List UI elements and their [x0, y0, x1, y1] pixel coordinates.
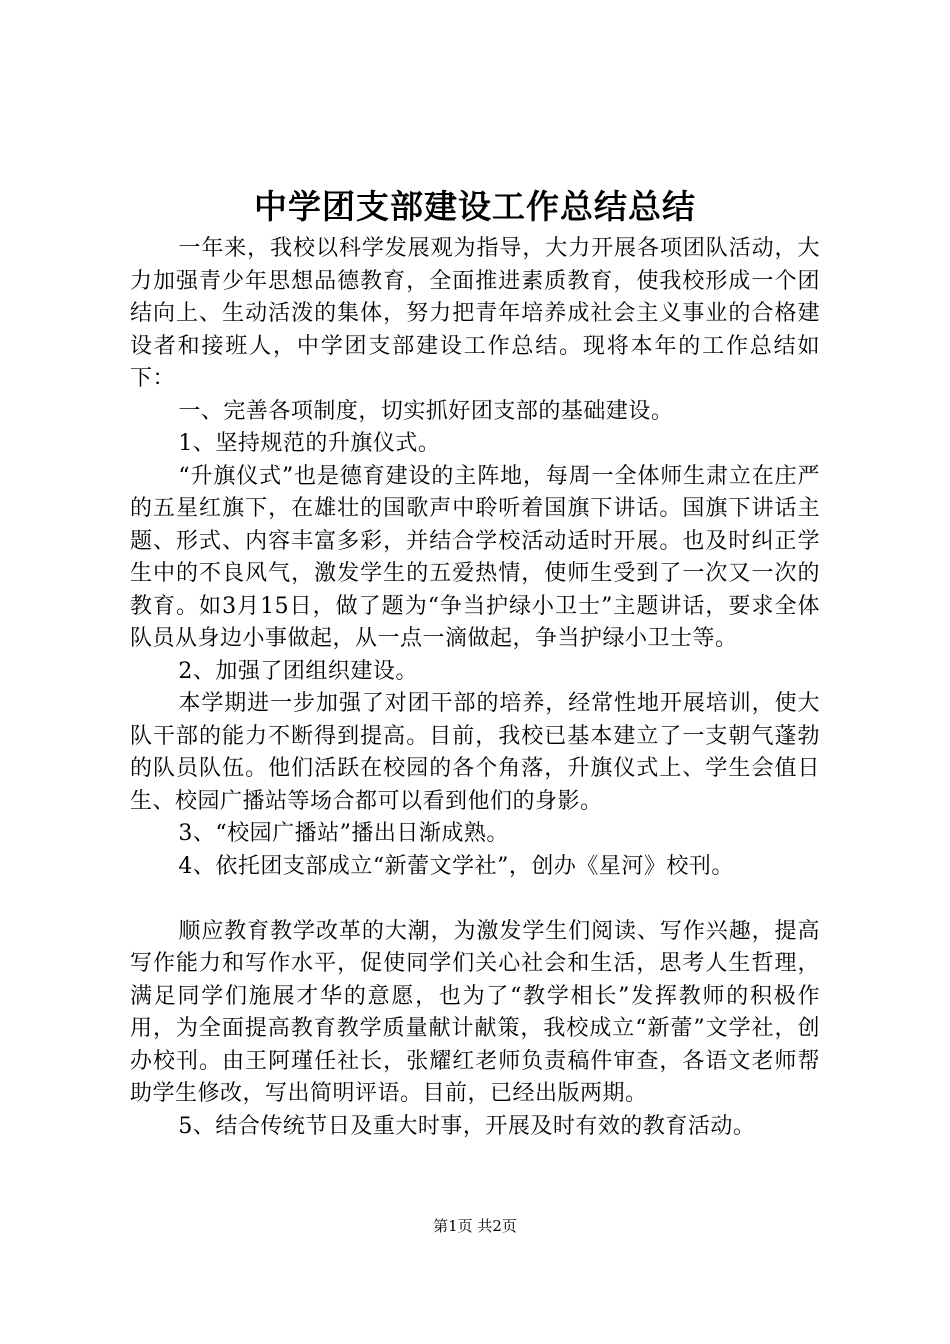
item-heading-2: 2、加强了团组织建设。 — [178, 658, 418, 684]
document-title: 中学团支部建设工作总结总结 — [254, 187, 696, 226]
item-heading-3: 3、“校园广播站”播出日渐成熟。 — [178, 821, 509, 846]
document-body — [130, 233, 820, 1143]
item-heading-1: 1、坚持规范的升旗仪式。 — [178, 431, 441, 456]
paragraph-flag-ceremony: “升旗仪式”也是德育建设的主阵地，每周一全体师生肃立在庄严的五星红旗下，在雄壮的国歌声中聆听着国旗下讲话。国旗下讲话主题、形式、内容丰富多彩，并结合学校活动适时开展。也及时纠正学生中的不良风气，激发学生的五爱热情，使师生受到了一次又一次的教育。如3月15日，做了题为“争当护绿小卫士”主题讲话，要求全体队员从身边小事做起，从一点一滴做起，争当护绿小卫士等。 — [130, 463, 820, 651]
page-number-footer: 第1页 共2页 — [433, 1217, 517, 1235]
section-heading-1: 一、完善各项制度，切实抓好团支部的基础建设。 — [178, 398, 674, 424]
paragraph-intro: 一年来，我校以科学发展观为指导，大力开展各项团队活动，大力加强青少年思想品德教育，全面推进素质教育，使我校形成一个团结向上、生动活泼的集体，努力把青年培养成社会主义事业的合格建设者和接班人，中学团支部建设工作总结。现将本年的工作总结如下： — [130, 236, 820, 391]
item-heading-4: 4、依托团支部成立“新蕾文学社”，创办《星河》校刊。 — [178, 853, 734, 879]
paragraph-literary-society: 顺应教育教学改革的大潮，为激发学生们阅读、写作兴趣，提高写作能力和写作水平，促使同学们关心社会和生活，思考人生哲理，满足同学们施展才华的意愿，也为了“教学相长”发挥教师的积极作用，为全面提高教育教学质量献计献策，我校成立“新蕾”文学社，创办校刊。由王阿瑾任社长，张耀红老师负责稿件审查，各语文老师帮助学生修改，写出简明评语。目前，已经出版两期。 — [130, 918, 820, 1106]
blank-line — [130, 883, 820, 916]
paragraph-organization: 本学期进一步加强了对团干部的培养，经常性地开展培训，使大队干部的能力不断得到提高。目前，我校已基本建立了一支朝气蓬勃的队员队伍。他们活跃在校园的各个角落，升旗仪式上、学生会值日生、校园广播站等场合都可以看到他们的身影。 — [130, 691, 820, 814]
item-heading-5: 5、结合传统节日及重大时事，开展及时有效的教育活动。 — [178, 1113, 756, 1139]
